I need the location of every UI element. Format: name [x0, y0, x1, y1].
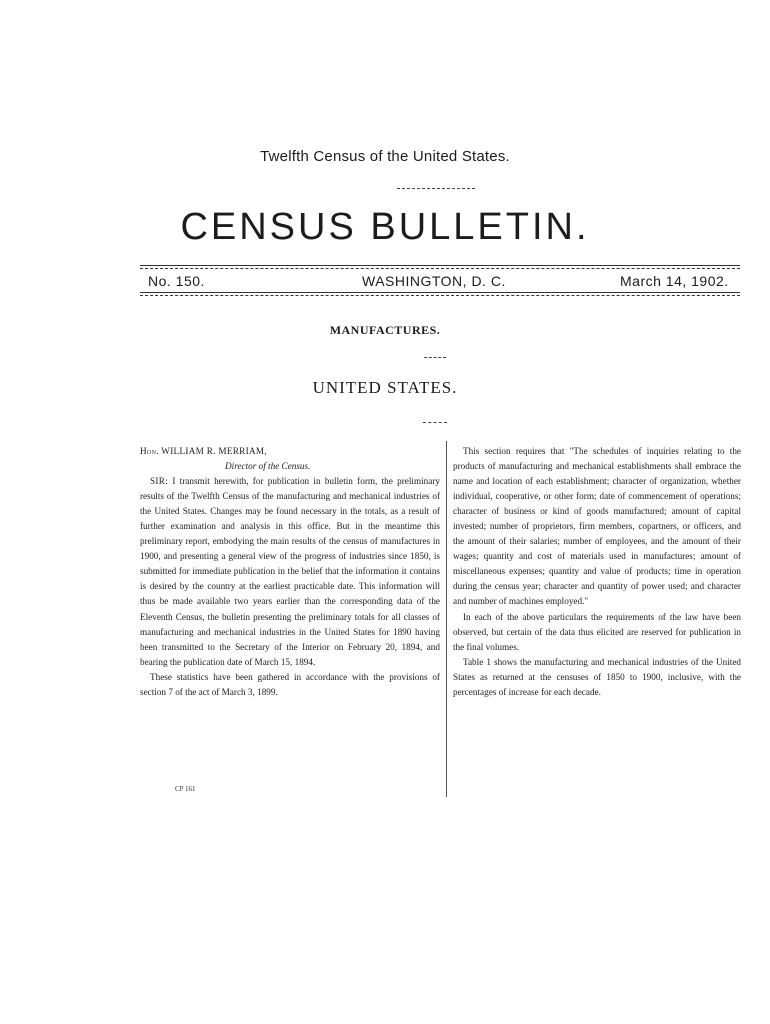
letter-paragraph-1 [140, 474, 440, 670]
bulletin-date: March 14, 1902. [620, 273, 729, 289]
letter-paragraph-5: Table 1 shows the manufacturing and mechanical industries of the United States as returned at the censuses of 1850 to 1900, inclusive, with the percentages of increase for each decade. [453, 656, 741, 697]
addressee: Hon. WILLIAM R. MERRIAM, [140, 446, 267, 456]
region-divider [423, 422, 447, 423]
bulletin-title: CENSUS BULLETIN. [180, 206, 590, 248]
letter-right-column [453, 444, 741, 700]
bulletin-place: WASHINGTON, D. C. [362, 273, 506, 289]
salutation: SIR: [150, 476, 169, 487]
addressee-title: Director of the Census. [225, 461, 311, 472]
bulletin-number: No. 150. [148, 273, 205, 289]
section-title: MANUFACTURES. [329, 323, 441, 337]
footer-code: CP 161 [175, 785, 196, 793]
masthead-rule-top-dashed [140, 268, 740, 269]
masthead-rule-top [140, 265, 740, 266]
column-divider [446, 441, 447, 797]
census-supertitle: Twelfth Census of the United States. [260, 148, 510, 165]
title-ornament-divider [397, 188, 475, 189]
letter-paragraph-4: In each of the above particulars the requirements of the law have been observed, but certain of the data thus elicited are reserved for publication in the final volumes. [453, 611, 741, 652]
masthead-rule-bottom-dashed [140, 295, 740, 296]
letter-paragraph-3: This section requires that "The schedules of inquiries relating to the products of manufacturing and mechanical establishments shall embrace the name and location of each establishment; character of organization, whether individual, cooperative, or other form; date of commencement of operations; character of business or kind of goods manufactured; amount of capital invested; number of proprietors, firm members, copartners, or officers, and the amount of their salaries; number of employees, and the amount of their wages; quantity and cost of materials used in manufactures; amount of miscellaneous expenses; quantity and value of products; time in operation during the census year; character and quantity of power used; and character and number of machines employed." [453, 446, 741, 607]
region-title: UNITED STATES. [312, 378, 458, 397]
letter-paragraph-2: These statistics have been gathered in accordance with the provisions of section 7 of the act of March 3, 1899. [140, 671, 440, 697]
section-divider [424, 357, 446, 358]
letter-paragraph-1-text: I transmit herewith, for publication in bulletin form, the preliminary results of the Twelfth Census of the manufacturing and mechanical industries of the United States. Changes may be found necessary in the totals, as a result of further examination and analysis in this office. But in the meantime this preliminary report, embodying the main results of the census of manufactures in 1900, and presenting a general view of the progress of industries since 1850, is submitted for immediate publication in the belief that the information it contains is desired by the country at the earliest practicable date. This information will thus be made available two years earlier than the corresponding data of the Eleventh Census, the bulletin presenting the preliminary totals for all classes of manufacturing and mechanical industries in the United States for 1890 having been transmitted to the Secretary of the Interior on February 20, 1894, and bearing the publication date of March 15, 1894. [140, 476, 440, 667]
letter-left-column [140, 444, 440, 700]
masthead-rule-bottom [140, 292, 740, 293]
